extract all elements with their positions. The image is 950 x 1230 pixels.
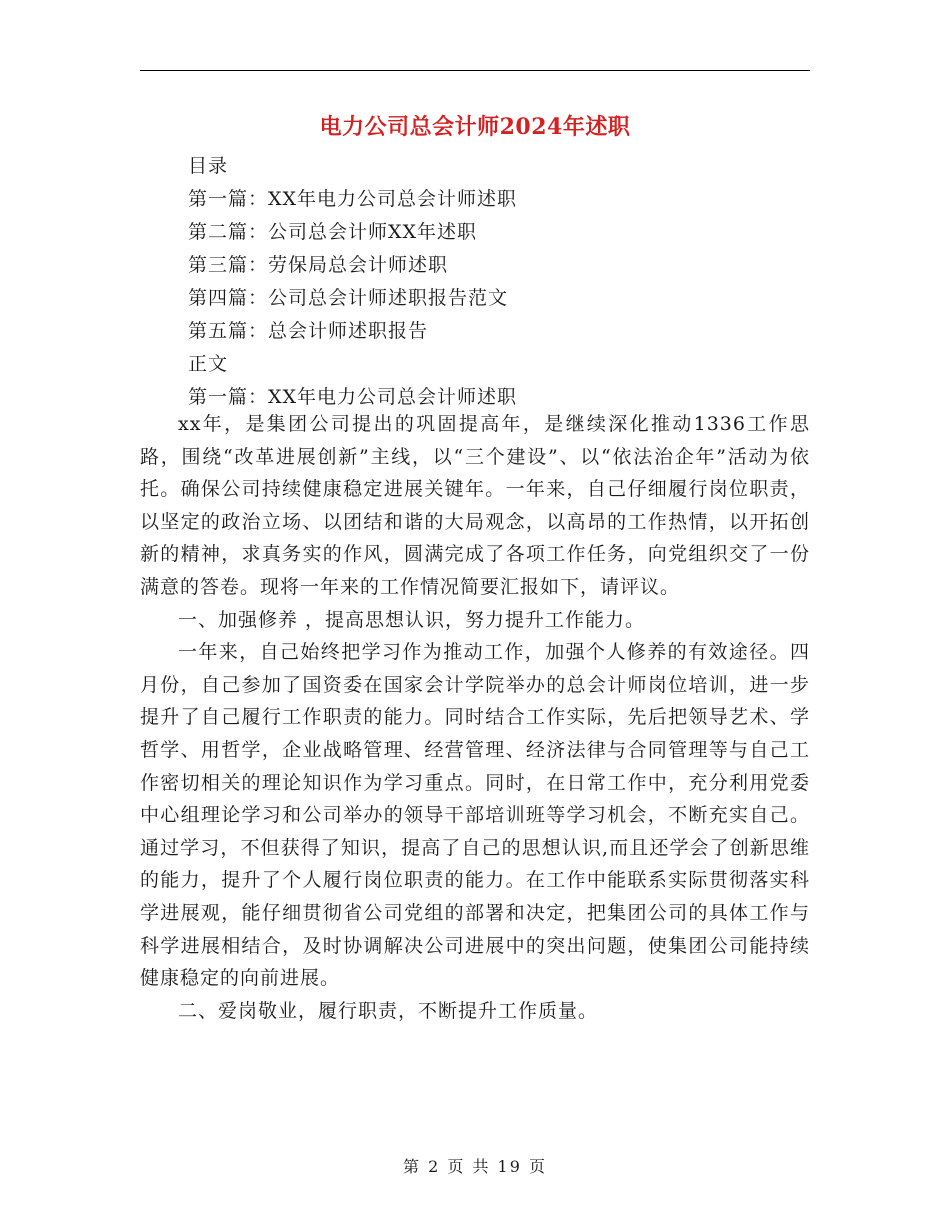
- header-rule: [140, 70, 810, 71]
- toc-item[interactable]: 第五篇：总会计师述职报告: [188, 320, 429, 342]
- page-number: 第 2 页 共 19 页: [403, 1157, 547, 1176]
- toc-heading: 目录: [188, 155, 229, 177]
- toc-item[interactable]: 第二篇：公司总会计师XX年述职: [188, 221, 478, 243]
- body-paragraph-1: 一年来，自己始终把学习作为推动工作，加强个人修养的有效途径。四月份，自己参加了国资委在国家会计学院举办的总会计师岗位培训，进一步提升了自己履行工作职责的能力。同时结合工作实际，先后把领导艺术、学哲学、用哲学，企业战略管理、经营管理、经济法律与合同管理等与自己工作密切相关的理论知识作为学习重点。同时，在日常工作中，充分利用党委中心组理论学习和公司举办的领导干部培训班等学习机会，不断充实自己。通过学习，不但获得了知识，提高了自己的思想认识,而且还学会了创新思维的能力，提升了个人履行岗位职责的能力。在工作中能联系实际贯彻落实科学进展观，能仔细贯彻省公司党组的部署和决定，把集团公司的具体工作与科学进展相结合，及时协调解决公司进展中的突出问题，使集团公司能持续健康稳定的向前进展。: [140, 641, 810, 990]
- toc-item[interactable]: 第四篇：公司总会计师述职报告范文: [188, 287, 509, 309]
- section-title: 第一篇：XX年电力公司总会计师述职: [188, 386, 518, 408]
- document-title: 电力公司总会计师2024年述职: [319, 114, 631, 140]
- toc-item[interactable]: 第三篇：劳保局总会计师述职: [188, 254, 449, 276]
- document-body: [140, 408, 810, 1027]
- section-heading-1: 一、加强修养 ，提高思想认识，努力提升工作能力。: [178, 608, 646, 631]
- intro-paragraph: xx年，是集团公司提出的巩固提高年，是继续深化推动1336工作思路，围绕“改革进展创新”主线，以“三个建设”、以“依法治企年”活动为依托。确保公司持续健康稳定进展关键年。一年来，自己仔细履行岗位职责，以坚定的政治立场、以团结和谐的大局观念，以高昂的工作热情，以开拓创新的精神，求真务实的作风，圆满完成了各项工作任务，向党组织交了一份满意的答卷。现将一年来的工作情况简要汇报如下，请评议。: [140, 413, 810, 598]
- table-of-contents: [188, 150, 808, 414]
- body-heading: 正文: [188, 353, 229, 375]
- toc-item[interactable]: 第一篇：XX年电力公司总会计师述职: [188, 188, 518, 210]
- section-heading-2: 二、爱岗敬业，履行职责，不断提升工作质量。: [178, 999, 599, 1022]
